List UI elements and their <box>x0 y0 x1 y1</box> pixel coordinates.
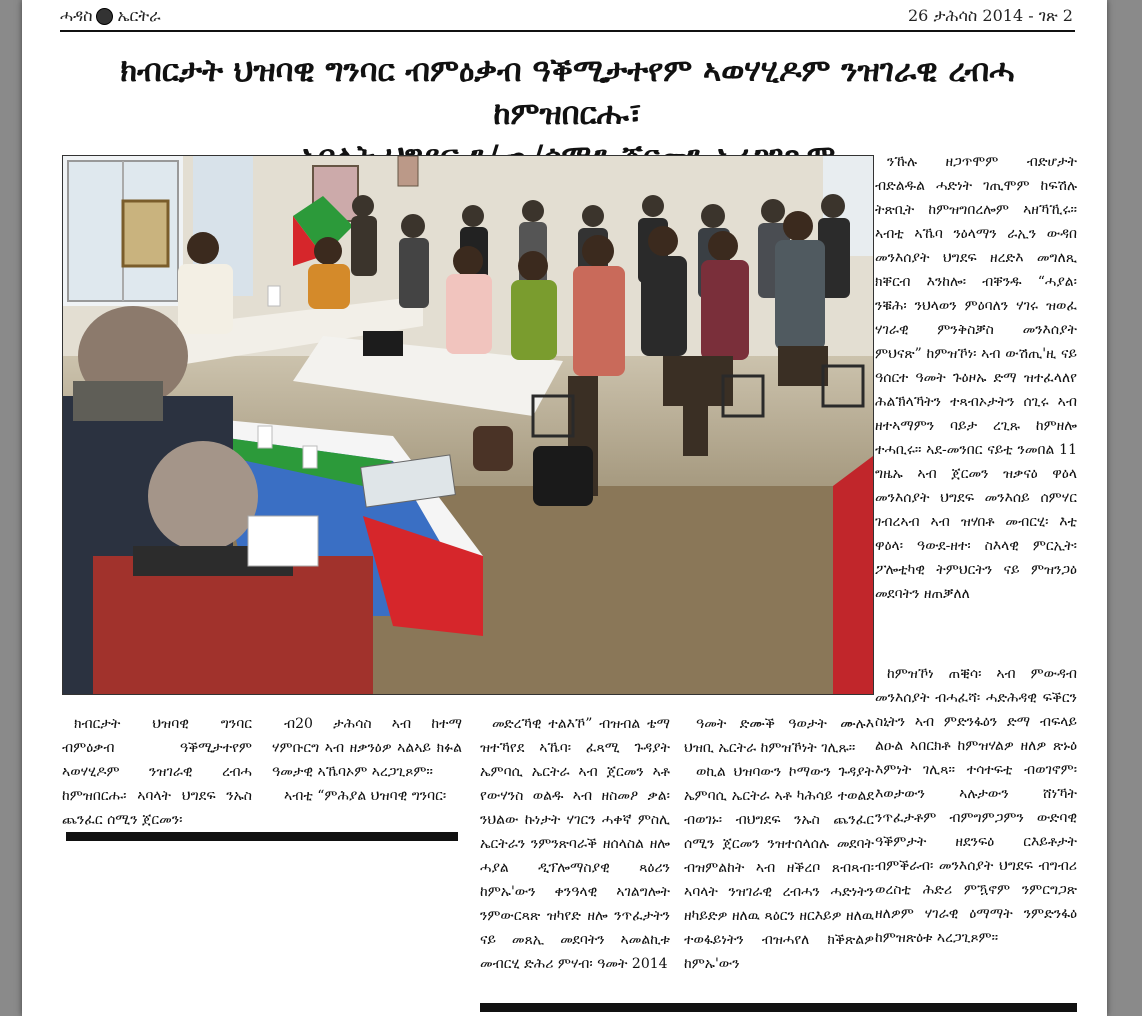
bottom-left-rule <box>66 832 458 841</box>
bottom-column-3-text: መድረኻዊ ተልእኾ” ብዝብል ቴማ ዝተኻየደ ኣኼባ፡ ፈጻሚ ጉዳያት ኤምባሲ ኤርትራ ኣብ ጀርመን ኣቶ የውሃንስ ወልዱ ኣብ ዘስመዖ ቃል፡ ንህልው ኩነታት ሃገርን ሓቀኛ ምስሊ ኤርትራን ንምንጽባራቕ ዘሰላስል ዘሎ ሓያል ዲፕሎማስያዊ ጻዕሪን ከምኡ'ውን ቀንዓላዊ ኣገልግሎት ንምውርጻጽ ዝካየድ ዘሎ ንጥፈታትን ናይ መጸኢ መደባትን ኣመልኪቱ መብርሂ ድሕሪ ምሃብ፡ ዓመት 2014 <box>480 716 670 972</box>
bottom-column-3 <box>480 712 670 990</box>
headline-line-1: ክብርታት ህዝባዊ ግንባር ብምዕቃብ ዓቕሚታተየም ኣወሃሂዶም ንዝገራዊ ረብሓ ከምዝበርሑ፣ <box>120 53 1015 132</box>
right-column-upper-text: ንኹሉ ዘጋጥሞም ብድሆታት ብድልዱል ሓድነት ገጢሞም ከፍሽሉ ትጽቢት ከምዝግበረሎም ኣዘኻኺሩ። ኣብቲ ኣኼባ ንዕላማን ራኢን ውዳበ መንእሰያት ህግደፍ ዘረድእ መግለጺ ክቐርብ እንከሎ፡ ብቐንዱ “ሓያል፡ ንቑሕ፡ ንህላወን ምዕባለን ሃገሩ ዝወፈ ሃገራዊ ምንቅስቓስ መንእሰያት ምህናጽ” ከምዝኾነ፡ ኣብ ውሽጢ'ዚ ናይ ዓሰርተ ዓመት ጉዕዞኡ ድማ ዝተፈላለየ ሕልኽላኻትን ተጻብኦታትን ሰጊሩ ኣብ ዘተኣማምን ባይታ ረጊጹ ከምዘሎ ተሓቢሩ። ኣደ-መንበር ናይቲ ንመበል 11 ግዜኡ ኣብ ጀርመን ዝቃናዕ ዋዕላ መንእሰያት ህግደፍ መንእሰይ ሰምሃር ገብረኣብ ኣብ ዝሃበቶ መብርሂ፡ እቲ ዋዕላ፡ ዓውደ-ዘተ፡ ስእላዊ ምርኢት፡ ፖሎቲካዊ ትምህርትን ናይ ምዝንጋዕ መደባትን ዘጠቓለለ <box>875 154 1077 602</box>
bottom-column-1 <box>62 712 252 832</box>
meeting-photo-illustration <box>63 156 873 694</box>
meeting-photo <box>62 155 874 695</box>
bottom-column-2-para-1: ብ20 ታሕሳስ ኣብ ከተማ ሃምቡርግ ኣብ ዘቃንዕዎ ኣልኣይ ክፉል ዓመታዊ ኣኼባኦም ኣረጋጊጾም። <box>272 716 462 780</box>
bottom-column-4-para-2: ወኪል ህዝባውን ኮማውን ጉዳያት ኤምባሲ ኤርትራ ኣቶ ካሕሳይ ተወልደ ብወገኑ፡ ብህግደፍ ንኡስ ጨንፈር ሰሚን ጀርመን ንዝተሰላሰሉ መደባት ብዝምልከት ኣብ ዘቕረቦ ጸብጻብ፡ ኣባላት ንዝገራዊ ረብሓን ሓድነትን ዘካይድዎ ዘለዉ ጻዕርን ዘርእይዎ ዘለዉ ተወፋይነትን ብዝሓየለ ክቕጽልዎ ከምኡ'ውን <box>684 764 874 972</box>
bottom-column-2-para-2: ኣብቲ “ምሕያል ህዝባዊ ግንባር፡ <box>284 788 447 804</box>
right-column-lower <box>875 662 1077 992</box>
bottom-column-1-text: ክብርታት ህዝባዊ ግንባር ብምዕቃብ ዓቕሚታተየም ኣወሃሂዶም ንዝገራዊ ረብሓ ከምዝበርሑ፡ ኣባላት ህግደፍ ንኡስ ጨንፈር ሰሚን ጀርመን፡ <box>62 716 252 828</box>
paper-name-left: ሓዳስ <box>60 6 93 25</box>
bottom-column-4 <box>684 712 874 990</box>
date-and-page-number: 26 ታሕሳስ 2014 - ገጽ 2 <box>908 6 1073 25</box>
paper-masthead <box>60 6 161 26</box>
header-rule <box>60 30 1075 32</box>
paper-name-right: ኤርትራ <box>117 6 161 25</box>
emblem-icon <box>96 8 113 25</box>
right-column-upper <box>875 150 1077 660</box>
bottom-column-4-para-1: ዓመት ድሙቕ ዓወታት ሙሉእ ህዝቢ ኤርትራ ከምዝኾነት ገሊጹ። <box>684 716 874 756</box>
bottom-column-2 <box>272 712 462 822</box>
bottom-center-rule <box>480 1003 1077 1012</box>
newspaper-page <box>22 0 1107 1016</box>
right-column-lower-text: ከምዝኾነ ጠቒሳ፡ ኣብ ምውዳብ መንእሰያት ብሓፈሻ፡ ሓድሕዳዊ ፍቕርን ስኒትን ኣብ ምድንፋዕን ድማ ብፍላይ ልዑል ኣበርክቶ ከምዝሃልዎ ዘለዎ ጽኑዕ እምነት ገሊጻ። ተሳተፍቲ ብወገኖም፡ እወታውን ኣሉታውን ሸነኻት ንጥፈታቶም ብምግምጋምን ውድባዊ ዓቕምታት ዘደንፍዕ ርእይቶታት ብምቕራብ፡ መንእሰያት ህግደፍ ብግብሪ ወረስቲ ሕድሪ ምዃኖም ንምርግጋጽ ዘለዎም ሃገራዊ ዕማማት ንምድንፋዕ ከምዝጽዕቱ ኣረጋጊጾም። <box>875 666 1077 946</box>
